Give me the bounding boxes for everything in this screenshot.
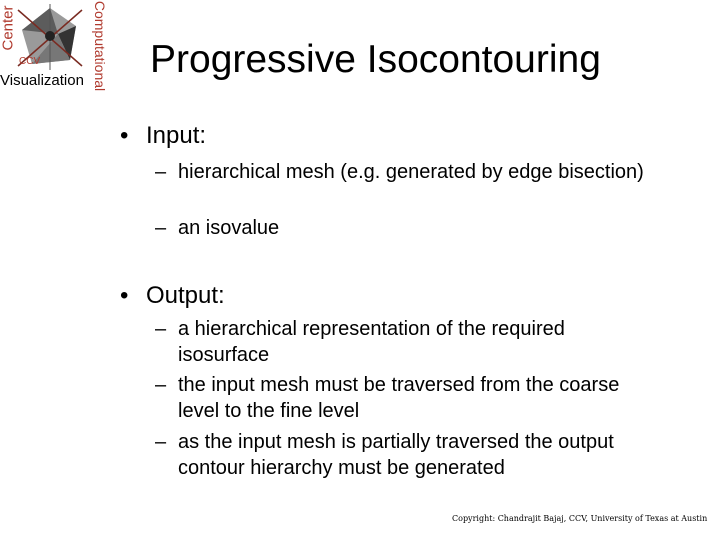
bullet-icon: • xyxy=(120,282,129,309)
sub-item xyxy=(155,159,655,185)
bullet-output xyxy=(120,282,225,310)
dash-icon: – xyxy=(155,161,167,183)
sub-item-text: hierarchical mesh (e.g. generated by edge bisection) xyxy=(178,161,644,183)
dash-icon: – xyxy=(155,318,167,340)
logo-computational-text: Computational xyxy=(92,0,108,92)
copyright-text: Copyright: Chandrajit Bajaj, CCV, University of Texas at Austin xyxy=(452,514,708,523)
bullet-input xyxy=(120,122,206,150)
sub-item-text: a hierarchical representation of the required isosurface xyxy=(178,318,565,366)
sub-item-text: as the input mesh is partially traversed the output contour hierarchy must be generated xyxy=(178,431,614,479)
ccv-logo xyxy=(0,0,108,96)
bullet-label: Input: xyxy=(146,122,207,149)
logo-center-text: Center xyxy=(0,5,17,51)
sub-item xyxy=(155,372,655,424)
bullet-label: Output: xyxy=(146,282,225,309)
logo-ccv-text: CCV xyxy=(19,56,41,67)
sub-item-text: the input mesh must be traversed from the coarse level to the fine level xyxy=(178,374,620,422)
sub-item xyxy=(155,429,655,481)
dash-icon: – xyxy=(155,217,167,239)
sub-item xyxy=(155,316,655,368)
dash-icon: – xyxy=(155,431,167,453)
bullet-icon: • xyxy=(120,122,129,149)
slide-title: Progressive Isocontouring xyxy=(150,38,601,81)
sub-item-text: an isovalue xyxy=(178,217,280,239)
dash-icon: – xyxy=(155,374,167,396)
logo-visualization-text: Visualization xyxy=(0,72,84,89)
sub-item xyxy=(155,215,655,241)
